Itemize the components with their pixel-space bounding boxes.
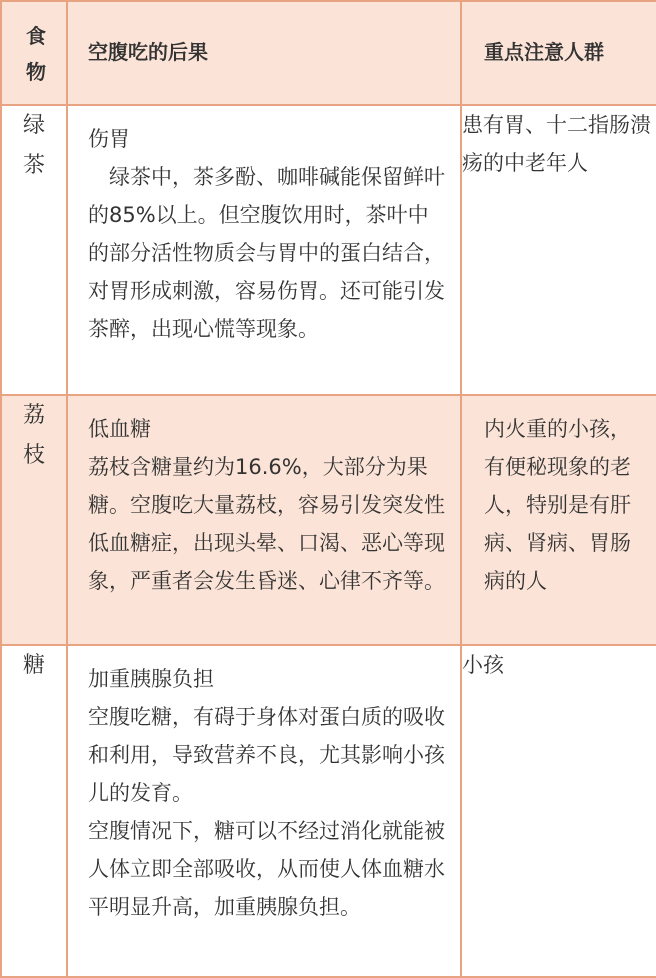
group-text: 患有胃、十二指肠溃疡的中老年人: [462, 113, 651, 175]
consequence-paragraph: 空腹吃糖，有碍于身体对蛋白质的吸收和利用，导致营养不良，尤其影响小孩儿的发育。: [88, 705, 445, 805]
food-name: 绿茶: [22, 113, 45, 178]
table-row: [1, 395, 656, 645]
consequence-paragraph: 空腹情况下，糖可以不经过消化就能被人体立即全部吸收，从而使人体血糖水平明显升高，加重胰腺负担。: [88, 819, 445, 919]
food-name: 糖: [22, 653, 45, 678]
header-consequence: [67, 1, 461, 105]
food-cell: [1, 105, 67, 395]
consequence-cell: [67, 645, 461, 977]
header-group: [461, 1, 656, 105]
group-cell: [461, 645, 656, 977]
food-name: 荔枝: [22, 403, 45, 468]
header-food-label: 食物: [26, 24, 46, 84]
group-text: 小孩: [462, 653, 504, 677]
consequence-paragraph: 绿茶中，茶多酚、咖啡碱能保留鲜叶的85%以上。但空腹饮用时，茶叶中的部分活性物质会与胃中的蛋白结合，对胃形成刺激，容易伤胃。还可能引发茶醉，出现心慌等现象。: [88, 165, 445, 341]
table-row: [1, 645, 656, 977]
table-header-row: [1, 1, 656, 105]
consequence-title: 伤胃: [88, 127, 130, 151]
consequence-paragraph: 荔枝含糖量约为16.6%，大部分为果糖。空腹吃大量荔枝，容易引发突发性低血糖症，出现头晕、口渴、恶心等现象，严重者会发生昏迷、心律不齐等。: [88, 455, 445, 593]
group-text: 内火重的小孩，有便秘现象的老人，特别是有肝病、肾病、胃肠病的人: [484, 417, 631, 593]
header-group-label: 重点注意人群: [484, 40, 604, 64]
consequence-title: 低血糖: [88, 417, 151, 441]
group-cell: [461, 105, 656, 395]
group-cell: [461, 395, 656, 645]
table-row: [1, 105, 656, 395]
food-cell: [1, 645, 67, 977]
consequence-title: 加重胰腺负担: [88, 667, 214, 691]
header-consequence-label: 空腹吃的后果: [88, 40, 208, 64]
food-cell: [1, 395, 67, 645]
header-food: [1, 1, 67, 105]
consequence-cell: [67, 105, 461, 395]
consequence-cell: [67, 395, 461, 645]
